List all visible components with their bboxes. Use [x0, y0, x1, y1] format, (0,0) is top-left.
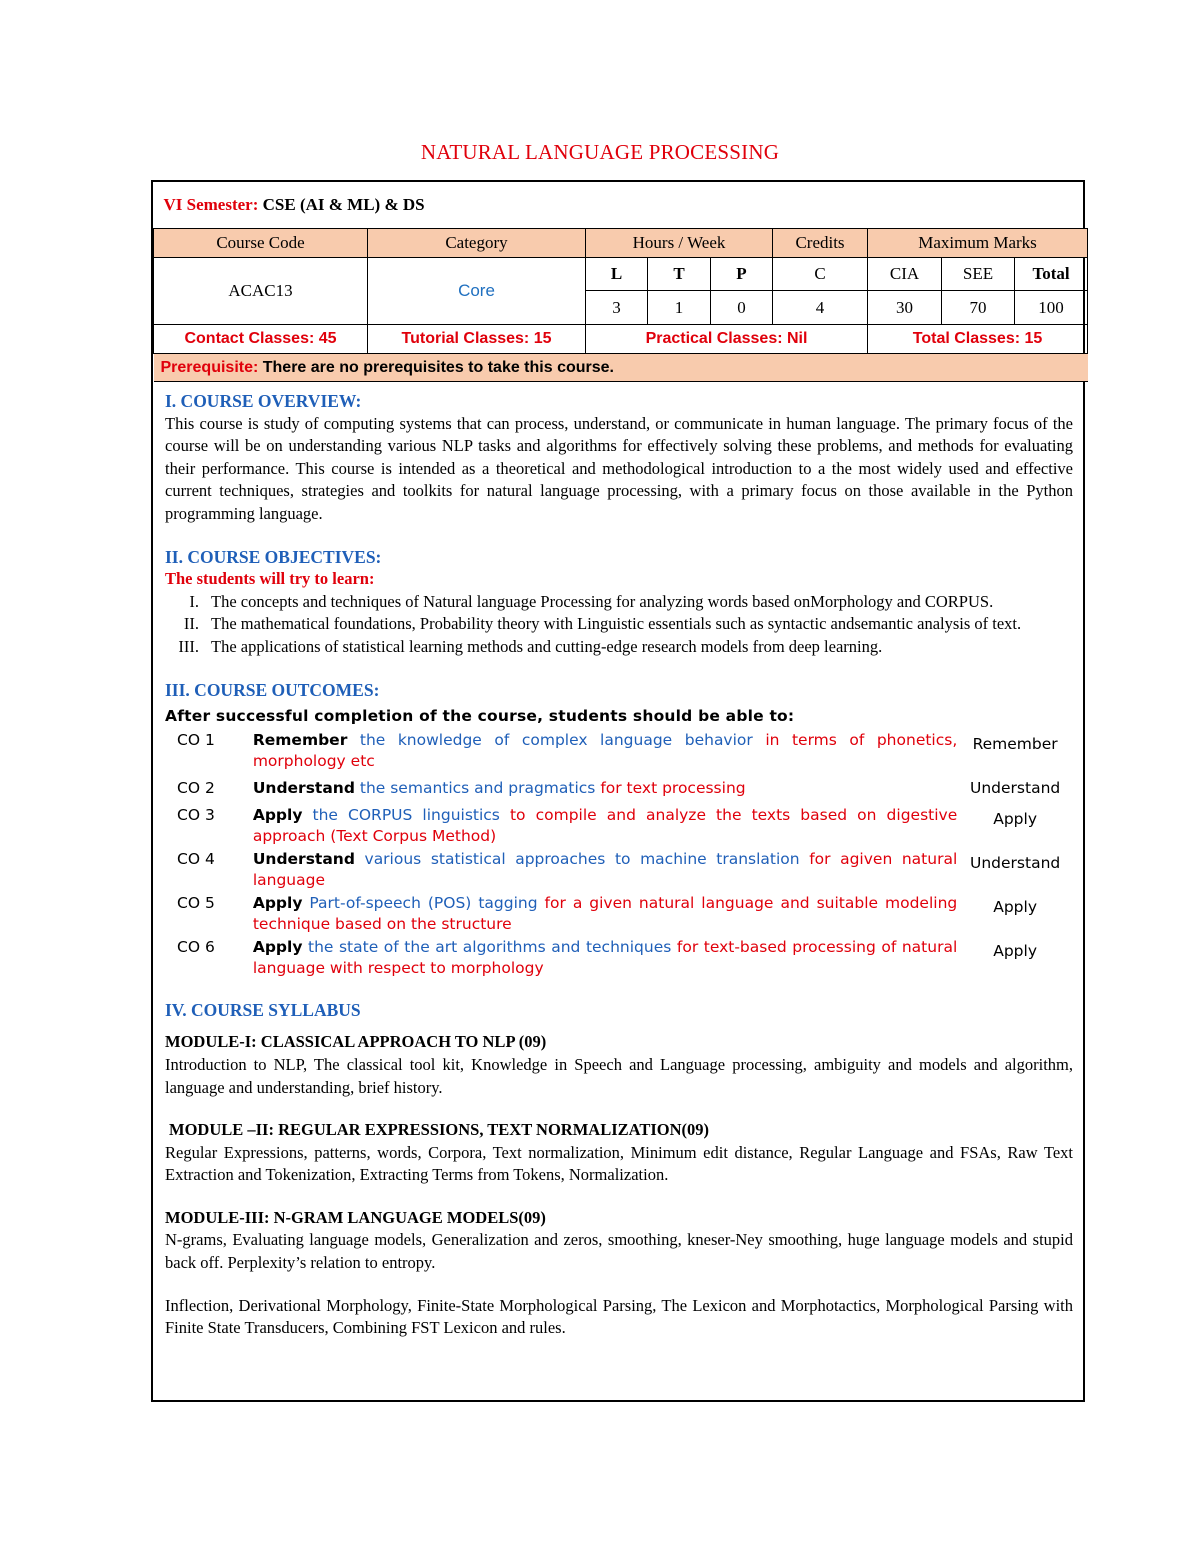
- module-text: Introduction to NLP, The classical tool kit, Knowledge in Speech and Language processing, ambiguity and models and algorithm, language and understanding, brief history.: [165, 1054, 1073, 1097]
- outcome-blue-text: Part-of-speech (POS) tagging: [302, 893, 545, 912]
- value-cia: 30: [868, 291, 942, 325]
- semester-cell: [154, 182, 1088, 229]
- header-category: Category: [368, 229, 586, 258]
- outcomes-heading: III. COURSE OUTCOMES:: [165, 679, 380, 700]
- outcome-id: CO 2: [177, 778, 215, 797]
- outcome-row: [165, 893, 1073, 935]
- prerequisite-label: Prerequisite:: [160, 358, 259, 376]
- outcome-red-text: for agiven natural language: [252, 849, 958, 889]
- outcome-red-text: in terms of phonetics, morphology etc: [252, 730, 958, 770]
- tutorial-classes: Tutorial Classes: 15: [368, 325, 586, 354]
- overview-heading: I. COURSE OVERVIEW:: [165, 391, 362, 411]
- outcome-blue-text: the knowledge of complex language behavior: [347, 730, 766, 749]
- outcome-id: CO 4: [177, 849, 215, 868]
- value-t: 1: [648, 291, 711, 325]
- objective-text: The mathematical foundations, Probability theory with Linguistic essentials such as syntactic andsemantic analysis of text.: [211, 614, 1022, 634]
- module-text: Regular Expressions, patterns, words, Corpora, Text normalization, Minimum edit distance, Regular Language and FSAs, Raw Text Extraction and Tokenization, Extracting Terms from Tokens, Normalization.: [165, 1142, 1073, 1185]
- outcome-level: Understand: [970, 778, 1061, 797]
- category-value: Core: [368, 258, 586, 325]
- outcome-level: Apply: [993, 809, 1037, 828]
- module-text: N-grams, Evaluating language models, Generalization and zeros, smoothing, kneser-Ney smoothing, huge language models and stupid back off. Perplexity’s relation to entropy.: [165, 1230, 1073, 1273]
- semester-label: VI Semester:: [163, 195, 259, 214]
- outcome-description: [253, 778, 957, 799]
- outcomes-list: [165, 730, 1073, 979]
- sub-header-c: C: [773, 258, 868, 291]
- outcome-row: [165, 805, 1073, 847]
- objective-number: III.: [178, 636, 199, 656]
- outcome-verb: Apply: [252, 893, 303, 912]
- outcome-row: [165, 937, 1073, 979]
- outcome-level: Apply: [993, 941, 1037, 960]
- outcome-description: [253, 849, 957, 891]
- outcome-description: [253, 893, 957, 935]
- value-total: 100: [1015, 291, 1088, 325]
- course-content: [165, 390, 1073, 1340]
- outcome-verb: Understand: [252, 849, 355, 868]
- prerequisite-cell: [154, 354, 1088, 382]
- outcome-red-text: for text-based processing of natural language with respect to morphology: [252, 937, 958, 977]
- objective-item: [165, 613, 1073, 636]
- module-title: MODULE –II: REGULAR EXPRESSIONS, TEXT NORMALIZATION(09): [169, 1120, 709, 1140]
- outcome-blue-text: various statistical approaches to machine translation: [354, 849, 810, 868]
- objective-number: II.: [183, 614, 199, 634]
- value-p: 0: [711, 291, 773, 325]
- objective-number: I.: [189, 591, 199, 611]
- objective-item: [165, 591, 1073, 614]
- outcome-red-text: for text processing: [600, 778, 746, 797]
- header-credits: Credits: [773, 229, 868, 258]
- outcome-verb: Apply: [252, 805, 303, 824]
- total-classes: Total Classes: 15: [868, 325, 1088, 354]
- module-title: MODULE-I: CLASSICAL APPROACH TO NLP (09): [165, 1032, 547, 1052]
- outcome-id: CO 1: [177, 730, 215, 749]
- sub-header-total: Total: [1015, 258, 1088, 291]
- outcome-description: [253, 805, 957, 847]
- outcome-description: [253, 937, 957, 979]
- overview-text: This course is study of computing systems that can process, understand, or communicate in human language. The primary focus of the course will be on understanding various NLP tasks and algorithms for effectively solving these problems, and methods for evaluating their performance. This course is intended as a theoretical and methodological introduction to a the most widely used and effective current techniques, strategies and toolkits for natural language processing, with a primary focus on those available in the Python programming language.: [165, 413, 1073, 523]
- value-l: 3: [586, 291, 648, 325]
- outcome-verb: Understand: [252, 778, 355, 797]
- outcome-row: [165, 730, 1073, 772]
- sub-header-p: P: [711, 258, 773, 291]
- objectives-heading: II. COURSE OBJECTIVES:: [165, 546, 382, 567]
- outcome-red-text: to compile and analyze the texts based on digestive approach (Text Corpus Method): [252, 805, 958, 845]
- sub-header-t: T: [648, 258, 711, 291]
- header-hours-week: Hours / Week: [586, 229, 773, 258]
- outcome-blue-text: the semantics and pragmatics: [354, 778, 601, 797]
- sub-header-cia: CIA: [868, 258, 942, 291]
- objectives-list: [165, 591, 1073, 659]
- module-title: MODULE-III: N-GRAM LANGUAGE MODELS(09): [165, 1207, 546, 1227]
- outcome-row: [165, 778, 1073, 799]
- outcome-id: CO 6: [177, 937, 215, 956]
- syllabus-heading: IV. COURSE SYLLABUS: [165, 999, 361, 1020]
- outcome-id: CO 5: [177, 893, 215, 912]
- sub-header-l: L: [586, 258, 648, 291]
- outcome-blue-text: the state of the art algorithms and techniques: [302, 937, 677, 956]
- header-maximum-marks: Maximum Marks: [868, 229, 1088, 258]
- outcome-verb: Remember: [252, 730, 348, 749]
- course-frame: [151, 180, 1085, 1402]
- semester-value: CSE (AI & ML) & DS: [262, 195, 425, 214]
- contact-classes: Contact Classes: 45: [154, 325, 368, 354]
- document-title: NATURAL LANGUAGE PROCESSING: [420, 140, 780, 164]
- objective-item: [165, 636, 1073, 659]
- value-see: 70: [942, 291, 1015, 325]
- course-code-value: ACAC13: [154, 258, 368, 325]
- header-course-code: Course Code: [154, 229, 368, 258]
- prerequisite-text: There are no prerequisites to take this course.: [258, 358, 614, 376]
- outcome-description: [253, 730, 957, 772]
- outcome-red-text: for a given natural language and suitable modeling technique based on the structure: [252, 893, 958, 933]
- outcome-verb: Apply: [252, 937, 303, 956]
- outcome-level: Understand: [970, 853, 1061, 872]
- course-info-table: [153, 182, 1088, 382]
- outcome-blue-text: the CORPUS linguistics: [302, 805, 510, 824]
- value-c: 4: [773, 291, 868, 325]
- objective-text: The applications of statistical learning methods and cutting-edge research models from deep learning.: [211, 636, 883, 656]
- outcome-level: Remember: [972, 734, 1058, 753]
- sub-header-see: SEE: [942, 258, 1015, 291]
- outcome-row: [165, 849, 1073, 891]
- objectives-subheading: The students will try to learn:: [165, 569, 375, 589]
- syllabus-extra-text: Inflection, Derivational Morphology, Finite-State Morphological Parsing, The Lexicon and Morphotactics, Morphological Parsing with Finite State Transducers, Combining FST Lexicon and rules.: [165, 1295, 1073, 1338]
- objective-text: The concepts and techniques of Natural language Processing for analyzing words based onMorphology and CORPUS.: [211, 591, 994, 611]
- outcome-id: CO 3: [177, 805, 215, 824]
- practical-classes: Practical Classes: Nil: [586, 325, 868, 354]
- outcome-level: Apply: [993, 897, 1037, 916]
- outcomes-intro: After successful completion of the course, students should be able to:: [165, 707, 795, 726]
